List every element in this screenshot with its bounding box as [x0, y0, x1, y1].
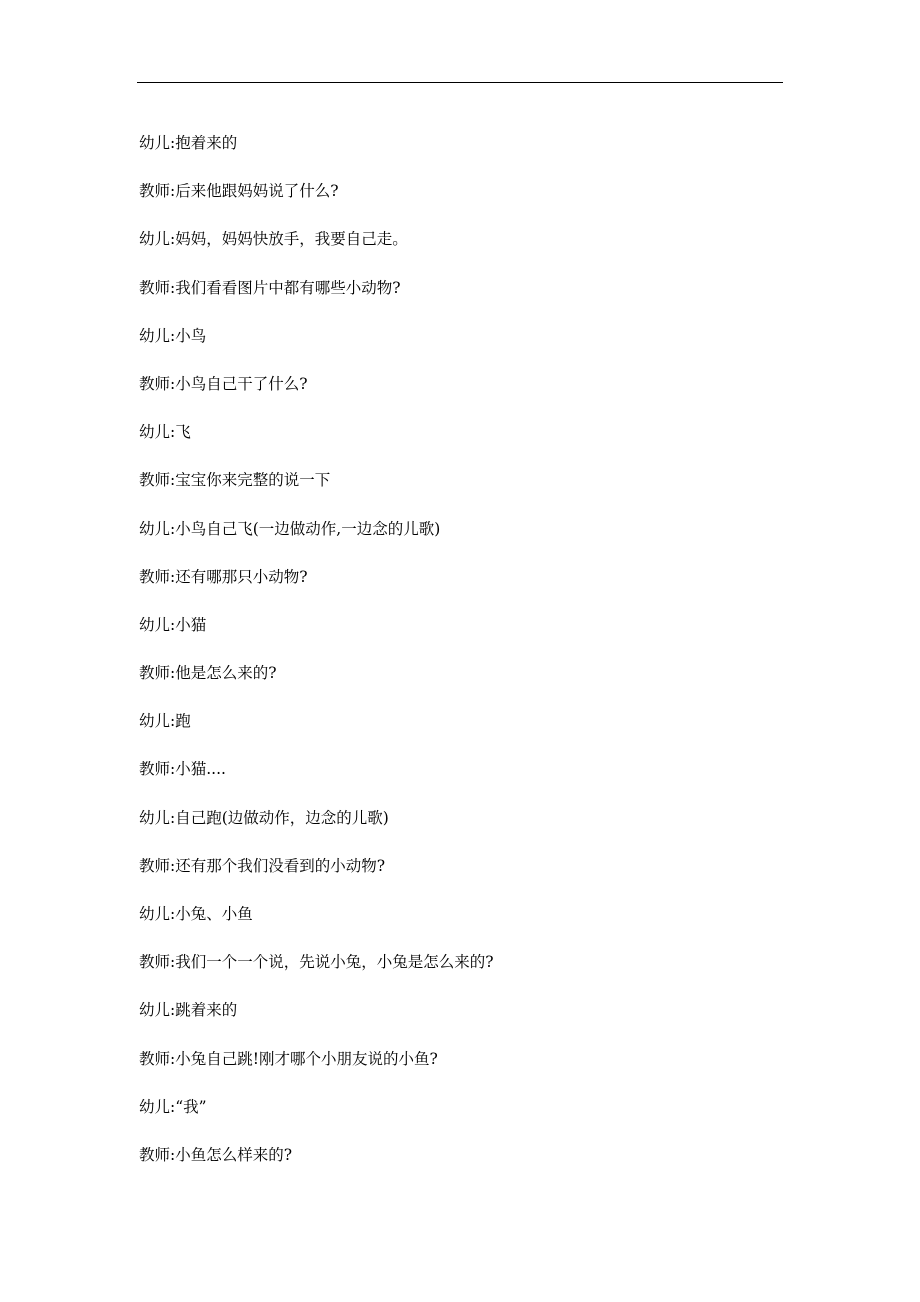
speaker-separator: : [170, 374, 176, 393]
utterance-text: 跑 [175, 712, 191, 731]
speaker-label: 教师 [139, 1145, 171, 1164]
utterance-text: 小兔、小鱼 [175, 905, 253, 923]
dialogue-line [139, 662, 779, 710]
speaker-separator: : [170, 471, 176, 490]
utterance-text: 小鸟 [175, 326, 207, 345]
utterance-text: “我” [175, 1097, 207, 1116]
utterance-text: 还有哪那只小动物? [175, 567, 308, 586]
utterance-text: 抱着来的 [175, 134, 238, 152]
speaker-label: 幼儿 [139, 134, 171, 152]
speaker-separator: : [170, 664, 176, 683]
dialogue-line [139, 566, 779, 614]
speaker-label: 教师 [139, 374, 171, 393]
speaker-separator: : [170, 1145, 176, 1164]
speaker-label: 幼儿 [139, 230, 171, 249]
utterance-text: 飞 [175, 423, 191, 442]
utterance-text: 小猫 [175, 615, 207, 634]
speaker-separator: : [170, 760, 176, 779]
dialogue-line [139, 373, 779, 421]
dialogue-line [139, 325, 779, 373]
dialogue-line [139, 807, 779, 855]
speaker-label: 幼儿 [139, 808, 171, 827]
dialogue-line [139, 421, 779, 469]
speaker-separator: : [170, 182, 176, 201]
speaker-separator: : [170, 1097, 176, 1116]
dialogue-line [139, 710, 779, 758]
dialogue-line [139, 1048, 779, 1096]
speaker-separator: : [170, 953, 176, 972]
speaker-separator: : [170, 1049, 176, 1068]
dialogue-line [139, 228, 779, 276]
utterance-text: 宝宝你来完整的说一下 [175, 471, 331, 490]
speaker-label: 教师 [139, 471, 171, 490]
speaker-label: 教师 [139, 856, 171, 875]
speaker-separator: : [170, 278, 176, 297]
speaker-label: 幼儿 [139, 423, 171, 442]
utterance-text: 自己跑(边做动作，边念的儿歌) [175, 808, 389, 827]
speaker-label: 幼儿 [139, 905, 171, 923]
speaker-separator: : [170, 230, 176, 249]
speaker-separator: : [170, 567, 176, 586]
dialogue-line [139, 855, 779, 903]
header-rule [137, 82, 783, 83]
utterance-text: 我们一个一个说，先说小兔，小兔是怎么来的? [175, 953, 494, 972]
dialogue-line [139, 758, 779, 806]
speaker-label: 幼儿 [139, 519, 171, 538]
dialogue-line [139, 518, 779, 566]
dialogue-line [139, 1144, 779, 1192]
speaker-label: 教师 [139, 182, 171, 201]
utterance-text: 小鱼怎么样来的? [175, 1145, 293, 1164]
speaker-label: 教师 [139, 760, 171, 779]
speaker-label: 幼儿 [139, 1097, 171, 1116]
speaker-label: 幼儿 [139, 1001, 171, 1020]
speaker-separator: : [170, 423, 176, 442]
utterance-text: 后来他跟妈妈说了什么? [175, 182, 339, 201]
speaker-label: 教师 [139, 1049, 171, 1068]
speaker-separator: : [170, 1001, 176, 1020]
dialogue-line [139, 951, 779, 999]
speaker-separator: : [170, 712, 176, 731]
speaker-separator: : [170, 808, 176, 827]
speaker-label: 幼儿 [139, 712, 171, 731]
dialogue-line [139, 180, 779, 228]
speaker-label: 幼儿 [139, 326, 171, 345]
dialogue-line [139, 999, 779, 1047]
speaker-label: 教师 [139, 567, 171, 586]
utterance-text: 我们看看图片中都有哪些小动物? [175, 278, 401, 297]
utterance-text: 他是怎么来的? [175, 664, 277, 683]
speaker-label: 教师 [139, 664, 171, 683]
speaker-label: 幼儿 [139, 615, 171, 634]
utterance-text: 小鸟自己干了什么? [175, 374, 308, 393]
speaker-separator: : [170, 615, 176, 634]
utterance-text: 跳着来的 [175, 1001, 238, 1020]
speaker-separator: : [170, 856, 176, 875]
dialogue-line [139, 903, 779, 951]
utterance-text: 小猫.... [175, 760, 226, 779]
speaker-separator: : [170, 905, 176, 923]
utterance-text: 小鸟自己飞(一边做动作,一边念的儿歌) [175, 519, 441, 538]
dialogue-line [139, 132, 779, 180]
dialogue-line [139, 1096, 779, 1144]
speaker-separator: : [170, 519, 176, 538]
utterance-text: 小兔自己跳!刚才哪个小朋友说的小鱼? [175, 1049, 438, 1068]
speaker-separator: : [170, 326, 176, 345]
dialogue-line [139, 614, 779, 662]
speaker-label: 教师 [139, 278, 171, 297]
dialogue-line [139, 469, 779, 517]
utterance-text: 妈妈，妈妈快放手，我要自己走。 [175, 230, 408, 249]
utterance-text: 还有那个我们没看到的小动物? [175, 856, 386, 875]
dialogue-line [139, 277, 779, 325]
dialogue-transcript [139, 132, 779, 1192]
speaker-label: 教师 [139, 953, 171, 972]
speaker-separator: : [170, 134, 176, 152]
